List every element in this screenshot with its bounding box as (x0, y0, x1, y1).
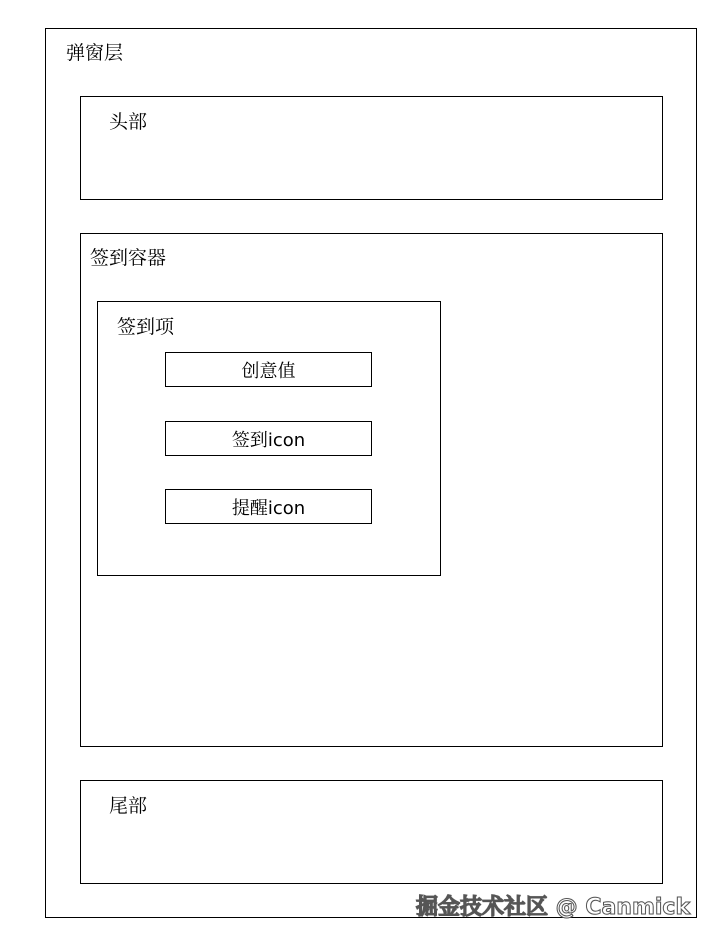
sign-container-label: 签到容器 (90, 247, 167, 269)
sign-icon-box (165, 421, 372, 456)
footer-box (80, 780, 663, 884)
remind-icon-label: 提醒icon (231, 497, 306, 519)
header-label: 头部 (109, 111, 148, 133)
sign-icon-label: 签到icon (231, 429, 306, 451)
remind-icon-box (165, 489, 372, 524)
popup-layer-label: 弹窗层 (66, 42, 124, 64)
header-box (80, 96, 663, 200)
sign-item-label: 签到项 (117, 316, 175, 338)
footer-label: 尾部 (109, 795, 148, 817)
watermark-text: 掘金技术社区 @ Canmick (416, 895, 691, 920)
creative-value-box (165, 352, 372, 387)
creative-value-label: 创意值 (241, 360, 296, 382)
